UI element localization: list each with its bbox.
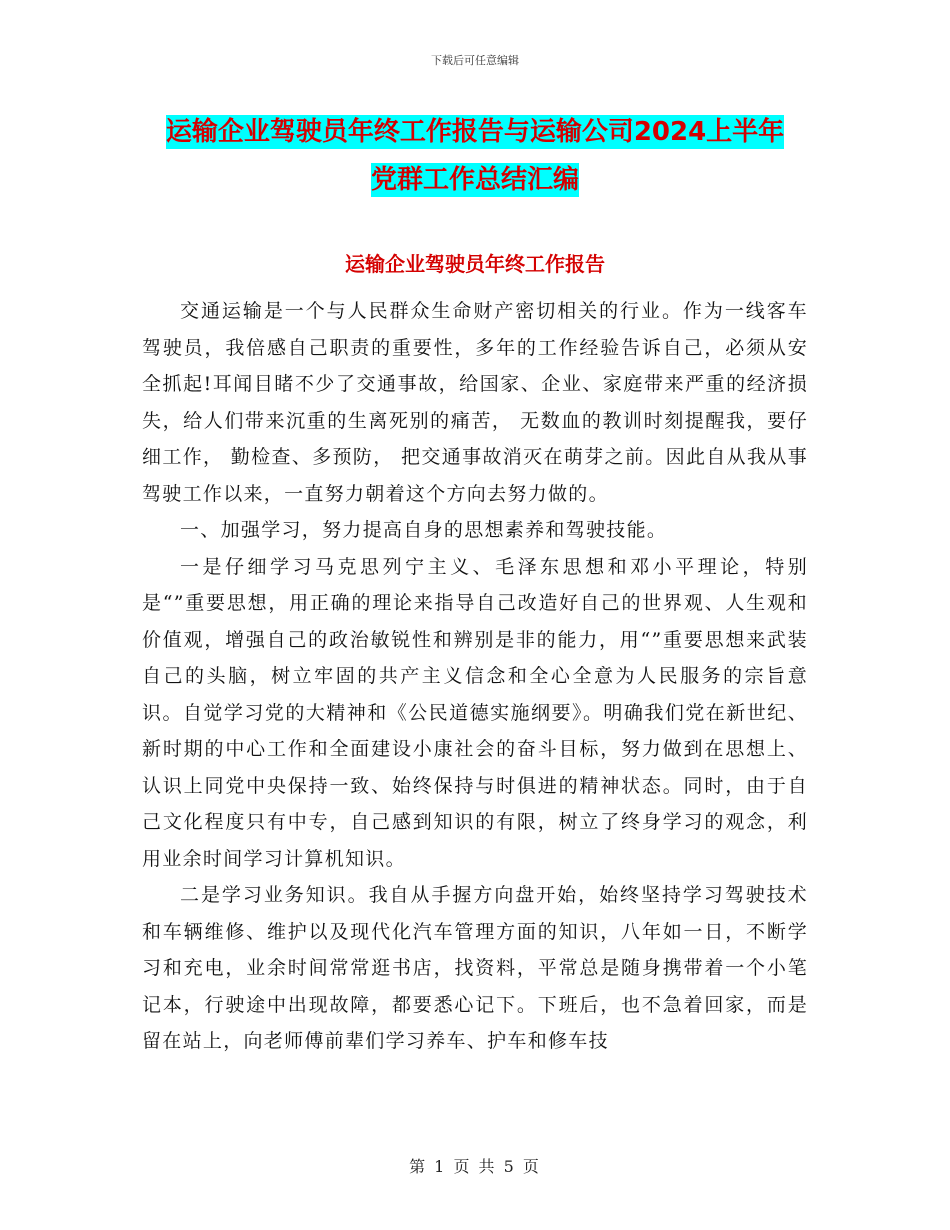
document-title — [142, 108, 808, 204]
document-body — [142, 293, 808, 1060]
paragraph: 交通运输是一个与人民群众生命财产密切相关的行业。作为一线客车驾驶员，我倍感自己职责的重要性，多年的工作经验告诉自己，必须从安全抓起!耳闻目睹不少了交通事故，给国家、企业、家庭带来严重的经济损失，给人们带来沉重的生离死别的痛苦， 无数血的教训时刻提醒我，要仔细工作， 勤检查、多预防， 把交通事故消灭在萌芽之前。因此自从我从事驾驶工作以来，一直努力朝着这个方向去努力做的。 — [142, 300, 808, 505]
section-title: 运输企业驾驶员年终工作报告 — [345, 252, 605, 276]
download-note: 下载后可任意编辑 — [431, 54, 519, 67]
paragraph: 一是仔细学习马克思列宁主义、毛泽东思想和邓小平理论，特别是“”重要思想，用正确的理论来指导自己改造好自己的世界观、人生观和价值观，增强自己的政治敏锐性和辨别是非的能力，用“”重要思想来武装自己的头脑，树立牢固的共产主义信念和全心全意为人民服务的宗旨意识。自觉学习党的大精神和《公民道德实施纲要》。明确我们党在新世纪、新时期的中心工作和全面建设小康社会的奋斗目标，努力做到在思想上、认识上同党中央保持一致、始终保持与时俱进的精神状态。同时，由于自己文化程度只有中专，自己感到知识的有限，树立了终身学习的观念，利用业余时间学习计算机知识。 — [142, 555, 808, 870]
paragraph: 一、加强学习，努力提高自身的思想素养和驾驶技能。 — [180, 519, 668, 541]
title-line-2: 党群工作总结汇编 — [370, 165, 579, 195]
title-line-1: 运输企业驾驶员年终工作报告与运输公司2024上半年 — [165, 117, 785, 147]
page-number: 第 1 页 共 5 页 — [409, 1157, 541, 1176]
paragraph: 二是学习业务知识。我自从手握方向盘开始，始终坚持学习驾驶技术和车辆维修、维护以及现代化汽车管理方面的知识，八年如一日，不断学习和充电，业余时间常常逛书店，找资料，平常总是随身携带着一个小笔记本，行驶途中出现故障，都要悉心记下。下班后，也不急着回家，而是留在站上，向老师傅前辈们学习养车、护车和修车技 — [142, 884, 808, 1052]
